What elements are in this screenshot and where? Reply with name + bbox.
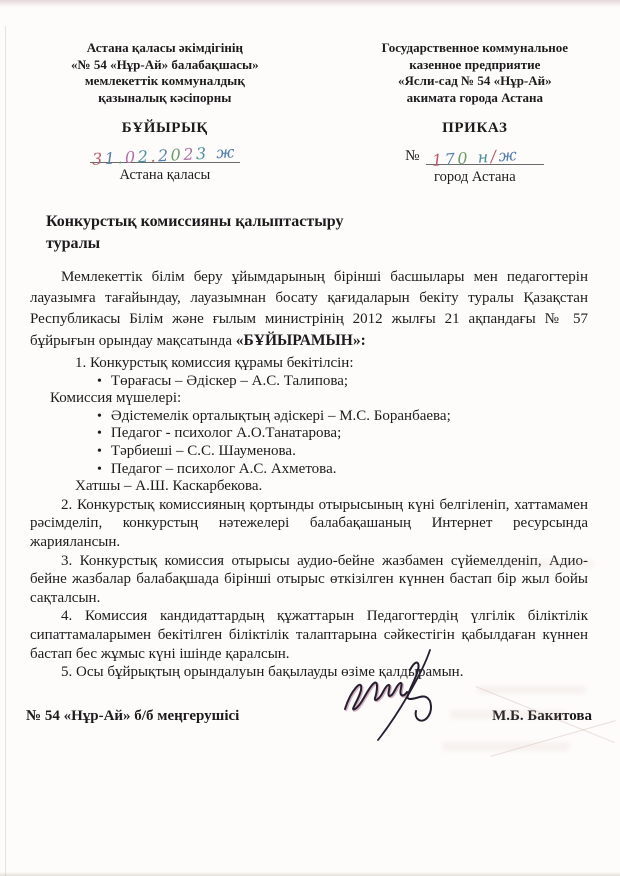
- org-ru-line: казенное предприятие: [409, 56, 541, 72]
- organization-name-kz: [20, 40, 310, 106]
- handwritten-order-number: 170 н/ж: [431, 144, 521, 171]
- bullet-icon: •: [97, 443, 102, 459]
- order-body: [0, 211, 620, 682]
- list-bullet-member: [30, 443, 588, 461]
- org-kz-line: Астана қаласы әкімдігінің: [86, 40, 243, 55]
- order-subject-line: Конкурстық комиссияны қалыптастыру: [46, 213, 344, 230]
- list-item-1: 1. Конкурстық комиссия құрамы бекітілсін:: [75, 355, 354, 371]
- list-bullet-member: [30, 461, 588, 479]
- organization-name-ru: [340, 40, 610, 106]
- order-item-3: 3. Конкурстық комиссия отырысы аудио-бейне жазбамен сүйемелденіп, Адио-бейне жазбалар балабақшада бірінші отырыс өткізілген күннен бастап бір жыл бойы сақталсын.: [30, 552, 588, 606]
- list-bullet-chair: [30, 373, 588, 391]
- order-subject: [46, 211, 588, 254]
- scan-edge-bottom: [0, 872, 620, 876]
- order-place-kz: Астана қаласы: [119, 167, 211, 183]
- preamble-paragraph: [30, 267, 588, 352]
- org-kz-line: «№ 54 «Нұр-Ай» балабақшасы»: [71, 56, 259, 72]
- number-sign-label: №: [405, 148, 420, 164]
- order-subject-line: туралы: [46, 234, 101, 252]
- bullet-icon: •: [97, 408, 102, 424]
- scan-edge-top: [0, 0, 620, 7]
- ink-bleedthrough: [502, 560, 594, 568]
- bullet-text: Педагог – психолог А.С. Ахметова.: [110, 460, 337, 477]
- order-verb-bold: «БҰЙЫРАМЫН»:: [235, 332, 366, 349]
- ink-bleedthrough: [450, 710, 568, 719]
- order-heading-ru: ПРИКАЗ: [442, 120, 508, 136]
- list-bullet-member: [30, 408, 588, 426]
- handwritten-signature: [333, 640, 451, 752]
- org-kz-line: қазыналық кәсіпорны: [98, 89, 232, 105]
- preamble-text: Мемлекеттік білім беру ұйымдарының бірінші басшылары мен педагогтерін лауазымға тағайындау, лауазымнан босату қағидаларын бекіту туралы Қазақстан Республикасы Білім және ғылым министрінің 2012 жылғы 21 ақпандағы № 57 бұйрығын орындау мақсатында: [30, 269, 588, 349]
- order-date-line: [90, 141, 240, 169]
- org-ru-line: «Ясли-сад № 54 «Нұр-Ай»: [398, 73, 552, 88]
- org-ru-line: Государственное коммунальное: [381, 40, 569, 55]
- bullet-icon: •: [97, 461, 102, 477]
- org-ru-line: акимата города Астана: [406, 89, 543, 105]
- bullet-text: Төрағасы – Әдіскер – А.С. Талипова;: [110, 372, 349, 389]
- order-item-4: 4. Комиссия кандидаттардың құжаттарын Педагогтердің үлгілік біліктілік сипаттамаларымен бекітілген біліктілік талаптарына сәйкестігін қабылдаған күннен бастап бес жұмыс күні ішінде қаралсын.: [30, 608, 588, 662]
- letterhead-kazakh-column: [20, 40, 310, 186]
- list-bullet-member: [30, 425, 588, 443]
- order-item-2: 2. Конкурстық комиссияның қортынды отырысының күні белгіленіп, хаттамамен рәсімделіп, конкурстың нәтежелері балабақашаның Интернет ресурсында жариялансын.: [30, 496, 588, 550]
- letterhead-russian-column: [340, 40, 610, 186]
- ink-bleedthrough: [442, 742, 570, 751]
- order-heading-kz: БҰЙЫРЫҚ: [121, 120, 208, 136]
- secretary-line: Хатшы – А.Ш. Каскарбекова.: [75, 478, 263, 495]
- members-label: Комиссия мүшелері:: [50, 390, 182, 407]
- bullet-icon: •: [97, 426, 102, 442]
- scan-edge-left: [5, 26, 6, 876]
- order-item-5: 5. Осы бұйрықтың орындалуын бақылауды өзіме қалдырамын.: [61, 664, 464, 681]
- signatory-position: № 54 «Нұр-Ай» б/б меңгерушісі: [26, 707, 240, 724]
- signatory-name: М.Б. Бакитова: [492, 707, 592, 724]
- commission-list: [30, 355, 588, 496]
- pencil-bleedthrough: [490, 720, 615, 757]
- handwritten-date: 31.02.2023 ж: [91, 142, 238, 169]
- bullet-icon: •: [97, 373, 102, 389]
- bullet-text: Тәрбиеші – С.С. Шауменова.: [110, 442, 296, 459]
- order-place-ru: город Астана: [434, 169, 516, 185]
- order-number-line: [340, 144, 610, 171]
- bullet-text: Әдістемелік орталықтың әдіскері – М.С. Боранбаева;: [110, 407, 451, 424]
- bullet-text: Педагог - психолог А.О.Танатарова;: [110, 425, 342, 442]
- number-underline: [426, 144, 544, 171]
- org-kz-line: мемлекеттік коммуналдық: [84, 73, 245, 88]
- letterhead: [0, 0, 620, 186]
